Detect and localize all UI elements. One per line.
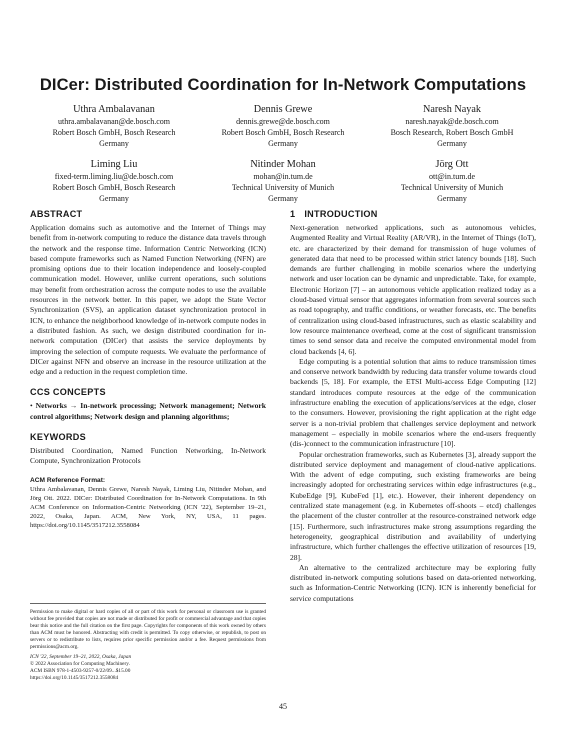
conference-line: ICN '22, September 19–21, 2022, Osaka, Japan: [30, 654, 132, 660]
keywords-heading: KEYWORDS: [30, 432, 86, 443]
author-name: Dennis Grewe: [253, 104, 313, 115]
author-country: Germany: [268, 139, 298, 148]
author-country: Germany: [99, 194, 129, 203]
abstract-heading: ABSTRACT: [30, 209, 83, 219]
isbn-line: ACM ISBN 978-1-4503-9257-0/22/09...$15.00: [30, 668, 131, 674]
author-country: Germany: [268, 194, 298, 203]
keywords-text: Distributed Coordination, Named Function Networking, In-Network Compute, Synchronization Protocols: [30, 446, 266, 466]
copyright-footnote: [30, 603, 266, 682]
section-title: INTRODUCTION: [304, 209, 378, 219]
author-affiliation: Technical University of Munich: [400, 183, 504, 192]
right-column: [290, 208, 536, 604]
author-name: Jörg Ott: [435, 159, 469, 170]
doi-link[interactable]: https://doi.org/10.1145/3517212.3558084: [30, 675, 119, 681]
author-name: Nitinder Mohan: [250, 159, 316, 170]
author-block: [368, 103, 536, 149]
author-name: Uthra Ambalavanan: [73, 104, 155, 115]
left-column: [30, 208, 266, 530]
intro-paragraph: Edge computing is a potential solution that aims to reduce transmission times and conserve network bandwidth by reducing data transfer volume towards cloud backends [5, 18]. For example, the ETSI Multi-access Edge Computing [12] standard introduces compute resources at the edge of the communication infrastructure enabling the execution of applications/services at the edge, closer to the consumers. However, provisioning the right application at the right edge server is a non-trivial problem that challenges service deployment and network management – especially in mobile scenarios where the end-users frequently (dis-)connect to the communication infrastructure [10].: [290, 356, 536, 449]
author-row: [30, 103, 536, 149]
author-affiliation: Technical University of Munich: [231, 183, 335, 192]
reference-format-heading: ACM Reference Format:: [30, 476, 106, 484]
author-country: Germany: [437, 139, 467, 148]
author-block: [199, 158, 367, 204]
page-number: 45: [279, 702, 287, 711]
ccs-arrow: →: [66, 401, 81, 411]
ccs-part: In-network processing: [80, 401, 154, 411]
author-email: naresh.nayak@de.bosch.com: [405, 117, 499, 126]
author-block: [368, 158, 536, 204]
introduction-heading: [290, 208, 536, 220]
author-affiliation: Robert Bosch GmbH, Bosch Research: [221, 128, 345, 137]
author-block: [30, 103, 198, 149]
author-country: Germany: [437, 194, 467, 203]
ccs-part: Networks: [35, 401, 67, 411]
author-email: ott@in.tum.de: [428, 172, 476, 181]
reference-format-text: Uthra Ambalavanan, Dennis Grewe, Naresh Nayak, Liming Liu, Nitinder Mohan, and Jörg Ott. 2022. DICer: Distributed Coordination for In-Network Computations. In 9th ACM Conference on Information-Centric Networking (ICN '22), September 19–21, 2022, Osaka, Japan. ACM, New York, NY, USA, 11 pages. https://doi.org/10.1145/3517212.3558084: [30, 485, 266, 529]
author-email: dennis.grewe@de.bosch.com: [236, 117, 330, 126]
permission-notice: Permission to make digital or hard copies of all or part of this work for personal or classroom use is granted without fee provided that copies are not made or distributed for profit or commercial advantage and that copies bear this notice and the full citation on the first page. Copyrights for components of this work owned by others than ACM must be honored. Abstracting with credit is permitted. To copy otherwise, or republish, to post on servers or to redistribute to lists, requires prior specific permission and/or a fee. Request permissions from permissions@acm.org.: [30, 609, 266, 650]
intro-paragraph: An alternative to the centralized architecture may be exploring fully distributed in-network computing solutions based on data-oriented networking, such as Information-Centric Networking (ICN). ICN is inherently beneficial for service computations: [290, 562, 536, 603]
author-country: Germany: [99, 139, 129, 148]
ccs-heading: CCS CONCEPTS: [30, 387, 106, 398]
abstract-text: Application domains such as automotive and the Internet of Things may benefit from in-network computing to reduce the distance data travels through the network and the response time. Information Centric Networking (ICN) based compute frameworks such as Named Function Networking (NFN) are promising options due to their location independence and loosely-coupled communication model. However, unlike current operations, such solutions may benefit from orchestration across the compute nodes to use the available resources in the network better. In this paper, we adopt the State Vector Synchronization (SVS), an application dataset synchronization protocol in ICN, to enhance the neighborhood knowledge of in-network compute nodes in a distributed fashion. As such, we design distributed coordination for in-network computation (DICer) that assists the service deployments by improving the selection of compute requests. We evaluate the performance of DICer against NFN and observe an increase in the resource utilization at the edge and a reduction in the request completion time.: [30, 223, 266, 377]
author-block: [30, 158, 198, 204]
ccs-concepts: [30, 401, 266, 422]
author-email: fixed-term.liming.liu@de.bosch.com: [54, 172, 174, 181]
intro-paragraph: Popular orchestration frameworks, such as Kubernetes [3], already support the distributed service deployment and management of cloud-native applications. With the advent of edge computing, such existing frameworks are being increasingly adopted for orchestrating services within edge infrastructures (e.g., KubeEdge [9], KubeFed [1], etc.). However, their inherent dependency on centralized state management (e.g. in Kubernetes off-shoots – etcd) challenges the placement of the cluster controller at the resource-constrained network edge [15]. Furthermore, such infrastructures make strong assumptions regarding the heterogeneity, geographical distribution and availability of underlying infrastructure, which further challenges the effective utilization of resources [19, 28].: [290, 449, 536, 562]
intro-paragraph: Next-generation networked applications, such as autonomous vehicles, Augmented Reality and Virtual Reality (AR/VR), in the Internet of Things (IoT), etc. are characterized by their demand for transmission of huge volumes of generated data that need to be processed within strict latency bounds [18]. Such demands are further challenging in mobile scenarios where the underlying network and user location can be dynamic and unpredictable. Take, for example, Electronic Horizon [7] – an autonomous vehicle application realized today as a cloud-based virtual sensor that aggregates information from several sources such as road topography, and traffic conditions, or weather forecasts, etc. The benefits of centralization using cloud-based infrastructures, such as elastic scalability and low resource maintenance overhead, come at the cost of significant transmission times to send sensor data and receive the computed environmental model from cloud backends [4, 6].: [290, 223, 536, 356]
author-affiliation: Robert Bosch GmbH, Bosch Research: [52, 128, 176, 137]
ccs-part: ; Network management; Network control algorithms; Network design and planning algorithms;: [30, 401, 267, 421]
paper-title: DICer: Distributed Coordination for In-Network Computations: [39, 76, 527, 94]
author-affiliation: Bosch Research, Robert Bosch GmbH: [390, 128, 514, 137]
author-block: [199, 103, 367, 149]
author-email: uthra.ambalavanan@de.bosch.com: [58, 117, 170, 126]
author-email: mohan@in.tum.de: [253, 172, 313, 181]
copyright-line: © 2022 Association for Computing Machinery.: [30, 661, 130, 667]
author-row: [30, 158, 536, 204]
author-name: Liming Liu: [90, 159, 138, 170]
ccs-bullet: •: [30, 401, 33, 411]
author-affiliation: Robert Bosch GmbH, Bosch Research: [52, 183, 176, 192]
author-name: Naresh Nayak: [423, 104, 481, 115]
section-number: 1: [290, 209, 296, 219]
